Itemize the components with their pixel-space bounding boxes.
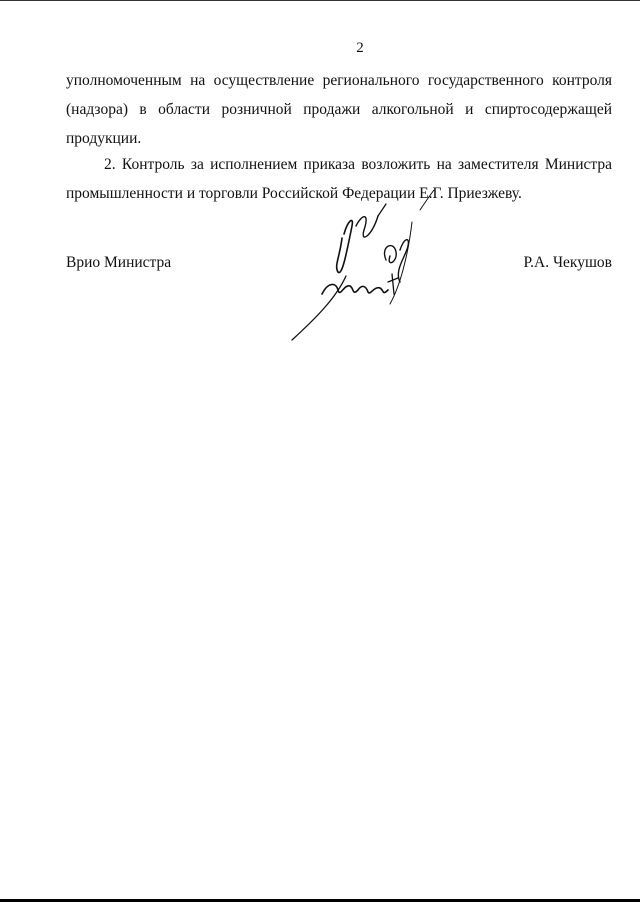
paragraph-line: (надзора) в области розничной продажи алкогольной и спиртосодержащей bbox=[66, 101, 612, 118]
paragraph-continuation bbox=[66, 66, 612, 153]
scan-top-edge bbox=[0, 0, 640, 1]
paragraph-line: уполномоченным на осуществление регионального государственного контроля bbox=[66, 72, 612, 89]
page-number: 2 bbox=[356, 40, 364, 56]
handwritten-signature bbox=[282, 186, 442, 346]
signatory-name: Р.А. Чекушов bbox=[523, 254, 612, 271]
paragraph-line: продукции. bbox=[66, 130, 142, 147]
paragraph-line: 2. Контроль за исполнением приказа возложить на заместителя Министра bbox=[104, 156, 612, 173]
signatory-title: Врио Министра bbox=[66, 254, 172, 271]
paragraph-line: промышленности и торговли Российской Федерации Е.Г. Приезжеву. bbox=[66, 185, 522, 202]
